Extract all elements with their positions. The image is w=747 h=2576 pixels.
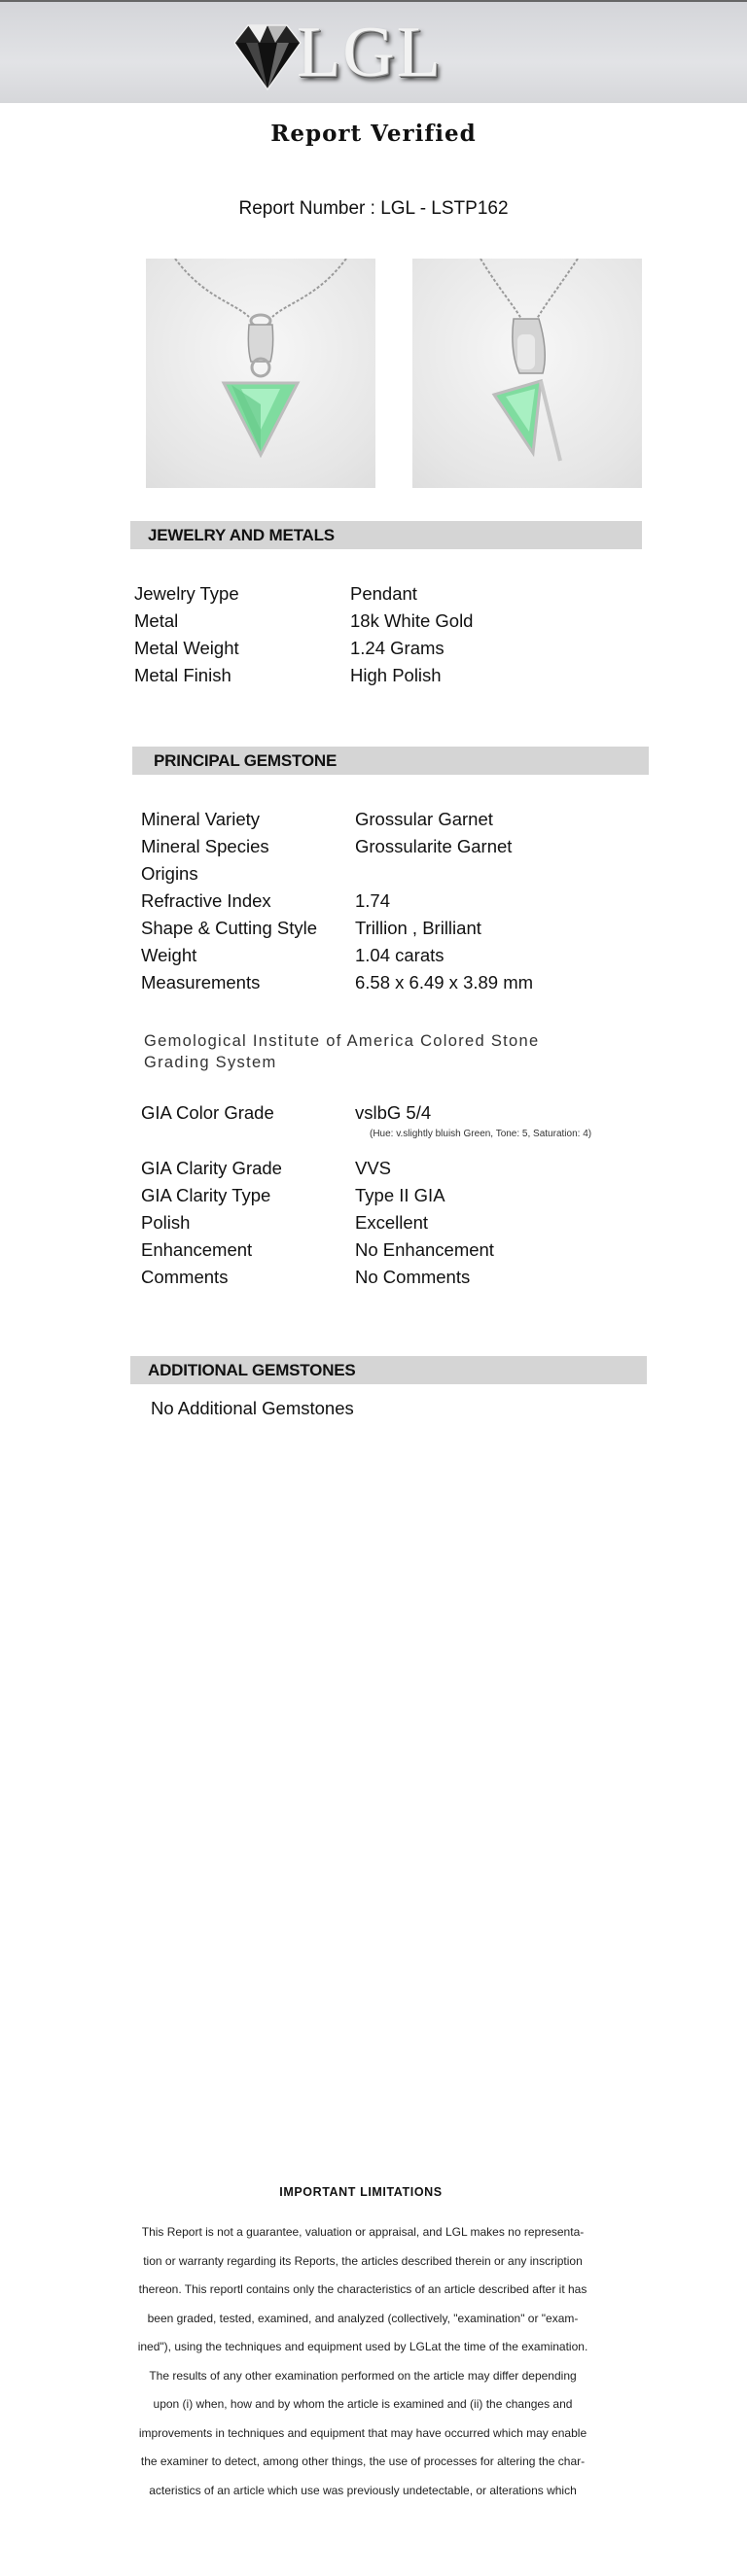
row-label: GIA Clarity Grade [141, 1158, 282, 1178]
row-label: Metal [134, 610, 179, 631]
gia-grades-table [141, 1155, 647, 1291]
limitations-line: improvements in techniques and equipment that may have occurred which may enable [138, 2425, 587, 2440]
limitations-line: The results of any other examination performed on the article may differ depending [149, 2368, 577, 2383]
row-label: Polish [141, 1212, 191, 1233]
limitations-line: the examiner to detect, among other things, the use of processes for altering the char- [140, 2454, 586, 2468]
table-row [141, 1264, 647, 1291]
row-label: Origins [141, 863, 198, 884]
pendant-side-photo [412, 259, 642, 488]
jewelry-metals-table [134, 580, 640, 689]
limitations-line: ined"), using the techniques and equipment used by LGLat the time of the examination. [137, 2340, 588, 2353]
principal-gemstone-header: PRINCIPAL GEMSTONE [132, 747, 649, 775]
row-value: Pendant [350, 583, 417, 604]
row-label: Jewelry Type [134, 583, 239, 604]
important-limitations-text [105, 2218, 621, 2505]
row-label: Metal Weight [134, 638, 239, 658]
row-label: Enhancement [141, 1239, 253, 1260]
row-label: Mineral Species [141, 836, 269, 856]
row-label: Mineral Variety [141, 809, 261, 829]
important-limitations-title: IMPORTANT LIMITATIONS [279, 2185, 443, 2199]
table-row [141, 806, 647, 833]
row-value: VVS [355, 1158, 392, 1178]
table-row [134, 580, 640, 608]
lgl-logo[interactable] [229, 13, 481, 95]
logo-text: LGL [297, 13, 443, 92]
pendant-side-view [412, 259, 642, 488]
limitations-line: acteristics of an article which use was previously undetectable, or alterations which [149, 2483, 577, 2497]
table-row [141, 915, 647, 942]
table-row [134, 662, 640, 689]
row-value: vslbG 5/4 [355, 1102, 432, 1123]
row-value: 6.58 x 6.49 x 3.89 mm [355, 972, 534, 992]
row-value: 1.04 carats [355, 945, 445, 965]
row-label: Metal Finish [134, 665, 231, 685]
gia-color-grade-row [141, 1099, 647, 1127]
report-title: Report Verified [270, 121, 477, 147]
color-grade-note: (Hue: v.slightly bluish Green, Tone: 5, Saturation: 4) [370, 1129, 592, 1139]
row-label: Measurements [141, 972, 261, 992]
row-value: Grossular Garnet [355, 809, 493, 829]
limitations-line: tion or warranty regarding its Reports, the articles described therein or any inscription [143, 2253, 583, 2268]
no-additional-gemstones: No Additional Gemstones [151, 1398, 354, 1418]
pendant-front-view [146, 259, 375, 488]
row-value: Grossularite Garnet [355, 836, 513, 856]
table-row [141, 1209, 647, 1236]
row-label: Comments [141, 1267, 229, 1287]
pendant-front-photo [146, 259, 375, 488]
row-label: Weight [141, 945, 197, 965]
gia-grading-system-heading: Gemological Institute of America Colored Stone Grading System [144, 1032, 540, 1071]
row-value: 1.74 [355, 890, 391, 911]
table-row [141, 1155, 647, 1182]
table-row [134, 608, 640, 635]
table-row [141, 1236, 647, 1264]
row-label: GIA Color Grade [141, 1102, 274, 1123]
row-value: Type II GIA [355, 1185, 445, 1205]
table-row [141, 888, 647, 915]
row-value: Excellent [355, 1212, 429, 1233]
table-row [134, 635, 640, 662]
row-value: No Comments [355, 1267, 471, 1287]
diamond-icon [229, 17, 306, 95]
row-value: 1.24 Grams [350, 638, 445, 658]
site-header [0, 0, 747, 103]
table-row [141, 942, 647, 969]
row-value: No Enhancement [355, 1239, 494, 1260]
report-number: Report Number : LGL - LSTP162 [238, 198, 509, 219]
table-row [141, 1182, 647, 1209]
limitations-line: upon (i) when, how and by whom the article is examined and (ii) the changes and [153, 2397, 573, 2411]
jewelry-metals-header: JEWELRY AND METALS [130, 521, 642, 549]
row-value: Trillion , Brilliant [355, 918, 481, 938]
table-row [141, 1099, 647, 1127]
table-row [141, 969, 647, 996]
additional-gemstones-header: ADDITIONAL GEMSTONES [130, 1356, 647, 1384]
limitations-line: This Report is not a guarantee, valuation or appraisal, and LGL makes no representa- [141, 2225, 585, 2239]
row-label: Shape & Cutting Style [141, 918, 317, 938]
row-label: Refractive Index [141, 890, 271, 911]
row-label: GIA Clarity Type [141, 1185, 271, 1205]
principal-gemstone-table [141, 806, 647, 996]
table-row [141, 833, 647, 860]
limitations-line: thereon. This reportl contains only the characteristics of an article described after it has [138, 2282, 587, 2296]
limitations-line: been graded, tested, examined, and analyzed (collectively, "examination" or "exam- [147, 2311, 579, 2325]
row-value: 18k White Gold [350, 610, 474, 631]
table-row [141, 860, 647, 888]
row-value: High Polish [350, 665, 442, 685]
